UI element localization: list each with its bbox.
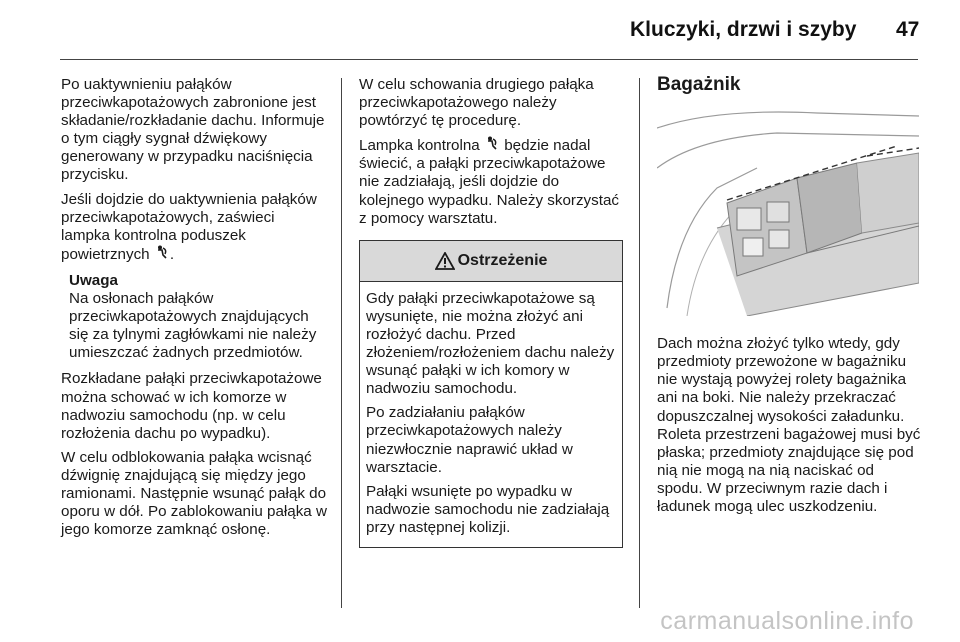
column-3 [657,76,923,522]
airbag-warning-icon [156,245,168,264]
warning-paragraph: Po zadziałaniu pałąków przeciwkapotażowych należy niezwłocznie naprawić układ w warsztacie. [366,404,573,476]
page-number: 47 [896,18,920,41]
column-2 [359,76,625,548]
column-1 [61,76,327,545]
header-divider [60,59,918,60]
watermark: carmanualsonline.info [660,607,914,635]
warning-paragraph: Pałąki wsunięte po wypadku w nadwozie samochodu nie zadziałają przy następnej kolizji. [366,482,610,536]
paragraph: Lampka kontrolna będzie nadal świecić, a pałąki przeciwkapotażowe nie zadziałają, jeśli dojdzie do kolejnego wypadku. Należy skorzystać z pomocy warsztatu. [359,137,619,227]
warning-box [359,240,623,548]
warning-title: Ostrzeżenie [457,251,548,269]
paragraph: W celu odblokowania pałąka wcisnąć dźwignię znajdującą się między jego ramionami. Następnie wsunąć pałąk do oporu w dół. Po zablokowaniu pałąka w jego komorze zamknąć osłonę. [61,448,327,539]
paragraph: Rozkładane pałąki przeciwkapotażowe można schować w ich komorze w nadwoziu samochodu (np. w celu rozłożenia dachu po wypadku). [61,370,322,442]
warning-triangle-icon [435,252,455,270]
warning-paragraph: Gdy pałąki przeciwkapotażowe są wysunięte, nie można złożyć ani rozłożyć dachu. Przed złożeniem/rozłożeniem dachu należy wsunąć pałąki w ich komory w nadwoziu samochodu. [366,289,615,398]
paragraph: Po uaktywnieniu pałąków przeciwkapotażowych zabronione jest składanie/rozkładanie dachu. Informuje o tym ciągły sygnał dźwiękowy generowany w przypadku naciśnięcia przycisku. [61,76,325,184]
paragraph: W celu schowania drugiego pałąka przeciwkapotażowego należy powtórzyć tę procedurę. [359,76,594,130]
paragraph: Dach można złożyć tylko wtedy, gdy przedmioty przewożone w bagażniku nie wystają powyżej rolety bagażnika ani na boki. Nie należy przekraczać dopuszczalnej wysokości załadunku. Roleta przestrzeni bagażowej musi być płaska; przedmioty znajdujące się pod nią nie mogą na nią naciskać od spodu. W przeciwnym razie dach i ładunek mogą ulec uszkodzeniu. [657,335,921,516]
note-text: Na osłonach pałąków przeciwkapotażowych znajdujących się za tylnymi zagłówkami nie należy umieszczać żadnych przedmiotów. [69,290,317,362]
airbag-warning-icon [486,136,498,155]
column-divider-1 [341,78,342,608]
section-title: Bagażnik [657,74,741,95]
warning-header [360,241,622,282]
warning-body [360,282,622,547]
paragraph: Jeśli dojdzie do uaktywnienia pałąków przeciwkapotażowych, zaświeci lampka kontrolna poduszek powietrznych . [61,190,317,263]
note-title: Uwaga [69,271,118,289]
trunk-illustration [657,108,919,316]
column-divider-2 [639,78,640,608]
note-box [69,272,327,362]
header-title: Kluczyki, drzwi i szyby [630,18,857,41]
